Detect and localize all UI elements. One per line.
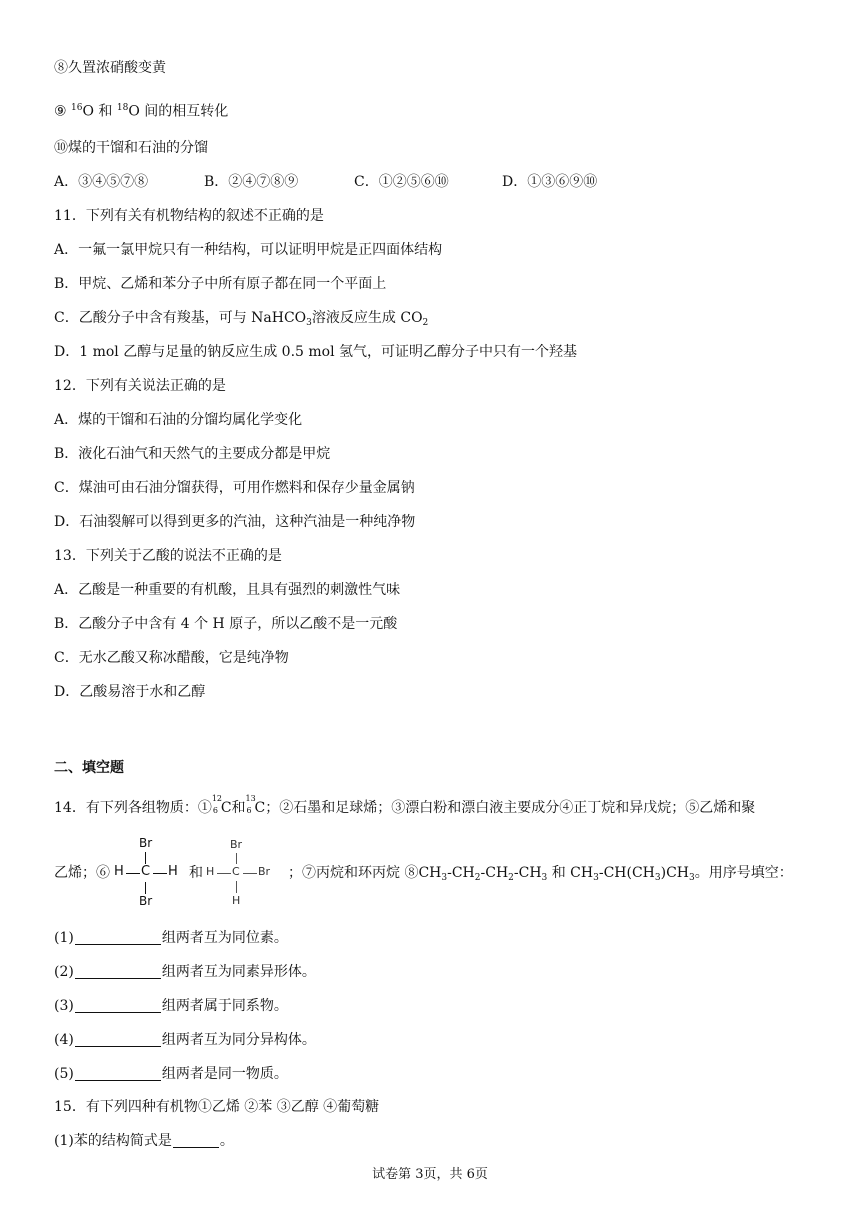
q15-sub-1: (1)苯的结构简式是 。 (54, 1133, 234, 1149)
q12-option-c: C．煤油可由石油分馏获得，可用作燃料和保存少量金属钠 (54, 480, 415, 496)
answer-blank-1[interactable] (75, 930, 161, 945)
section-heading: 二、填空题 (54, 760, 124, 776)
q13-option-d: D．乙酸易溶于水和乙醇 (54, 684, 206, 700)
answer-blank-2[interactable] (75, 964, 161, 979)
isotope-mass-16: 16 (71, 103, 83, 113)
answer-blank-4[interactable] (75, 1032, 161, 1047)
q12-stem: 12．下列有关说法正确的是 (54, 378, 226, 394)
q13-stem: 13．下列关于乙酸的说法不正确的是 (54, 548, 282, 564)
q10-option-b: B．②④⑦⑧⑨ (204, 174, 299, 190)
q14-sub-3: (3) 组两者属于同系物。 (54, 998, 288, 1014)
q11-option-a: A．一氟一氯甲烷只有一种结构，可以证明甲烷是正四面体结构 (54, 242, 443, 258)
answer-blank-5[interactable] (75, 1066, 161, 1081)
item-9-text-b: O 间的相互转化 (128, 103, 229, 120)
q13-option-b: B．乙酸分子中含有 4 个 H 原子，所以乙酸不是一元酸 (54, 616, 398, 632)
item-9 (54, 98, 228, 122)
q12-option-d: D．石油裂解可以得到更多的汽油，这种汽油是一种纯净物 (54, 514, 416, 530)
q11-option-d: D．1 mol 乙醇与足量的钠反应生成 0.5 mol 氢气，可证明乙醇分子中只有一个羟基 (54, 344, 578, 360)
item-10: ⑩煤的干馏和石油的分馏 (54, 140, 208, 156)
isotope-mass-18: 18 (116, 103, 129, 113)
structure-dibromomethane-2: Br H C Br H (206, 838, 271, 907)
q11-stem: 11．下列有关有机物结构的叙述不正确的是 (54, 208, 324, 224)
q14-sub-5: (5) 组两者是同一物质。 (54, 1066, 288, 1082)
answer-blank-3[interactable] (75, 998, 161, 1013)
q10-option-a: A．③④⑤⑦⑧ (54, 174, 149, 190)
q13-option-a: A．乙酸是一种重要的有机酸，且具有强烈的刺激性气味 (54, 582, 401, 598)
q13-option-c: C．无水乙酸又称冰醋酸，它是纯净物 (54, 650, 289, 666)
q14-and: 和 (189, 865, 203, 881)
item-9-text-a: O 和 (82, 103, 113, 120)
q14-line-2-start: 乙烯；⑥ (54, 865, 110, 881)
q11-option-c: C．乙酸分子中含有羧基，可与 NaHCO$_3$溶液反应生成 $CO_2$ (54, 310, 429, 328)
answer-blank-q15-1[interactable] (173, 1133, 219, 1148)
q14-sub-4: (4) 组两者互为同分异构体。 (54, 1032, 316, 1048)
isotope-c13: 13 6 C (245, 794, 266, 816)
q11-option-b: B．甲烷、乙烯和苯分子中所有原子都在同一个平面上 (54, 276, 387, 292)
q12-option-b: B．液化石油气和天然气的主要成分都是甲烷 (54, 446, 331, 462)
q14-sub-2: (2) 组两者互为同素异形体。 (54, 964, 316, 980)
q10-option-c: C．①②⑤⑥⑩ (354, 174, 449, 190)
page-footer: 试卷第 3页，共 6页 (372, 1167, 488, 1182)
q15-stem: 15．有下列四种有机物①乙烯 ②苯 ③乙醇 ④葡萄糖 (54, 1099, 380, 1115)
q14-line-2-rest: ；⑦丙烷和环丙烷 $⑧CH_3-CH_2-CH_2-CH_3$ 和 $CH_3-CH(CH_3)CH_3$。用序号填空： (288, 865, 793, 883)
structure-dibromomethane-1: Br H C H Br (114, 836, 178, 908)
isotope-c12: 12 6 C (211, 794, 232, 816)
item-8: ⑧久置浓硝酸变黄 (54, 60, 166, 76)
q12-option-a: A．煤的干馏和石油的分馏均属化学变化 (54, 412, 303, 428)
q10-option-d: D．①③⑥⑨⑩ (502, 174, 598, 190)
item-9-num: ⑨ (54, 103, 67, 120)
q14-sub-1: (1) 组两者互为同位素。 (54, 930, 288, 946)
q14-line-1: 14．有下列各组物质：① 12 6 C和 13 6 C；②石墨和足球烯；③漂白粉和漂白液主要成分④正丁烷和异戊烷；⑤乙烯和聚 (54, 794, 756, 816)
